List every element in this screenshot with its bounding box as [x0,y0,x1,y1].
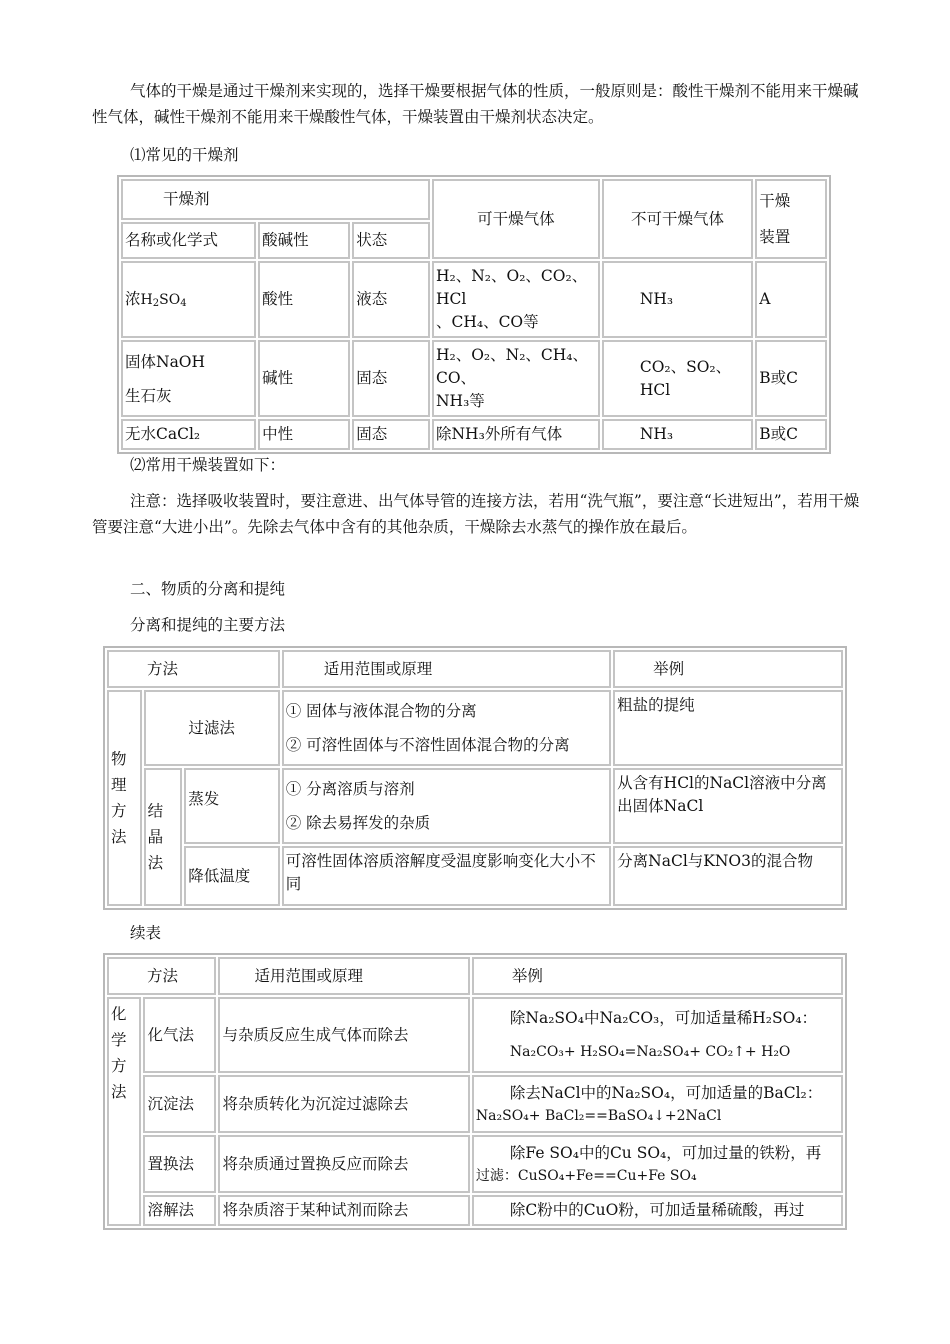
separation-table [103,646,847,910]
cell-device: A [755,261,827,338]
cell-state: 液态 [352,261,430,338]
cell-can-dry [432,340,600,417]
cell-device: B或C [755,340,827,417]
cell-dissolve: 溶解法 [143,1195,216,1226]
header-name: 名称或化学式 [121,222,256,259]
example-line: 除Na₂SO₄中Na₂CO₃，可加适量稀H₂SO₄： [509,1009,818,1027]
cell-replace: 置换法 [143,1135,216,1193]
section1-title: ⑴常见的干燥剂 [130,146,239,164]
cell-can-dry: 除NH₃外所有气体 [432,419,600,450]
note-paragraph: 注意：选择吸收装置时，要注意进、出气体导管的连接方法，若用“洗气瓶”，要注意“长进短出”，若用干燥管要注意“大进小出”。先除去气体中含有的其他杂质，干燥除去水蒸气的操作放在最后。 [92,492,860,536]
cell-device: B或C [755,419,827,450]
cell-cool-scope: 可溶性固体溶质溶解度受温度影响变化大小不同 [282,846,611,906]
intro-paragraph: 气体的干燥是通过干燥剂来实现的，选择干燥要根据气体的性质，一般原则是：酸性干燥剂不能用来干燥碱性气体，碱性干燥剂不能用来干燥酸性气体，干燥装置由干燥剂状态决定。 [92,82,859,126]
header-cannot-dry: 不可干燥气体 [602,179,753,259]
cell-cool-example: 分离NaCl与KNO3的混合物 [613,846,843,906]
header-scope: 适用范围或原理 [282,650,611,688]
table-row [107,997,843,1073]
cell-physical-method: 物 理方法 [107,690,142,906]
formula-part: SO [159,292,181,308]
cell-evap: 蒸发 [184,768,280,844]
cell-state: 固态 [352,340,430,417]
can-dry-line: H₂、N₂、O₂、CO₂、HCl [435,267,588,308]
name-line: 固体NaOH [125,352,206,371]
scope-line: ① 固体与液体混合物的分离 [285,702,477,720]
example-line: 除Fe SO₄中的Cu SO₄，可加过量的铁粉，再 [509,1143,822,1162]
cell-evap-scope [282,768,611,844]
header-device-line2: 装置 [759,228,791,246]
can-dry-line: H₂、O₂、N₂、CH₄、CO、 [435,346,589,387]
cell-replace-example [472,1135,843,1193]
cell-name [121,261,256,338]
table-row [107,1135,843,1193]
scope-line: ② 除去易挥发的杂质 [285,814,431,832]
cell-chemical-method: 化 学方法 [107,997,141,1226]
section2-title: ⑵常用干燥装置如下： [130,456,286,474]
header-method: 方法 [107,650,280,688]
example-line: Na₂SO₄+ BaCl₂==BaSO₄↓+2NaCl [475,1107,722,1124]
cell-precip-example [472,1075,843,1133]
cell-can-dry [432,261,600,338]
header-example: 举例 [613,650,843,688]
cell-dissolve-scope: 将杂质溶于某种试剂而除去 [218,1195,469,1226]
table-row [121,261,827,338]
dryer-table [117,175,831,454]
part2-subtitle: 分离和提纯的主要方法 [130,616,286,634]
cell-filt-scope [282,690,611,766]
name-line: 生石灰 [125,386,172,405]
formula-sub: 2 [152,298,160,309]
header-state: 状态 [352,222,430,259]
can-dry-line: NH₃等 [435,392,485,410]
cell-crystal: 结 晶法 [144,768,183,906]
header-dryer: 干燥剂 [121,179,430,220]
cell-acidity: 碱性 [258,340,350,417]
table-row [107,846,843,906]
name-prefix: 浓 [125,290,141,308]
example-line: Na₂CO₃+ H₂SO₄=Na₂SO₄+ CO₂↑+ H₂O [509,1044,791,1060]
chemical-table [103,953,847,1230]
header-can-dry: 可干燥气体 [432,179,600,259]
table-row [107,768,843,844]
header-method: 方法 [107,957,216,995]
cell-precip: 沉淀法 [143,1075,216,1133]
cell-cannot-dry: NH₃ [602,419,753,450]
cell-cannot-dry: CO₂、SO₂、HCl [602,340,753,417]
table-row [107,690,843,766]
cell-acidity: 中性 [258,419,350,450]
cell-filt-example: 粗盐的提纯 [613,690,843,766]
header-acidity: 酸碱性 [258,222,350,259]
scope-line: ② 可溶性固体与不溶性固体混合物的分离 [285,736,570,754]
cell-precip-scope: 将杂质转化为沉淀过滤除去 [218,1075,469,1133]
cell-name [121,340,256,417]
header-scope: 适用范围或原理 [218,957,469,995]
header-device-line1: 干燥 [759,192,791,210]
cell-evap-example: 从含有HCl的NaCl溶液中分离出固体NaCl [613,768,843,844]
formula-sub: 4 [180,298,187,309]
header-device [755,179,827,259]
cell-cannot-dry: NH₃ [602,261,753,338]
cell-gas: 化气法 [143,997,216,1073]
formula-part: H [140,292,153,308]
table-row [121,419,827,450]
cell-cool: 降低温度 [184,846,280,906]
table-row [107,1075,843,1133]
header-example: 举例 [472,957,843,995]
scope-line: ① 分离溶质与溶剂 [285,780,415,798]
cell-replace-scope: 将杂质通过置换反应而除去 [218,1135,469,1193]
table-row [121,340,827,417]
cell-dissolve-example: 除C粉中的CuO粉，可加适量稀硫酸，再过 [472,1195,843,1226]
cell-state: 固态 [352,419,430,450]
cell-filtration: 过滤法 [144,690,280,766]
table-row [107,1195,843,1226]
cell-name: 无水CaCl₂ [121,419,256,450]
example-line: 过滤：CuSO₄+Fe==Cu+Fe SO₄ [475,1167,697,1184]
continued-label: 续表 [130,924,162,942]
part2-title: 二、物质的分离和提纯 [130,580,286,598]
cell-gas-example [472,997,843,1073]
cell-acidity: 酸性 [258,261,350,338]
example-line: 除去NaCl中的Na₂SO₄，可加适量的BaCl₂： [509,1083,823,1102]
can-dry-line: 、CH₄、CO等 [435,313,539,331]
cell-gas-scope: 与杂质反应生成气体而除去 [218,997,469,1073]
